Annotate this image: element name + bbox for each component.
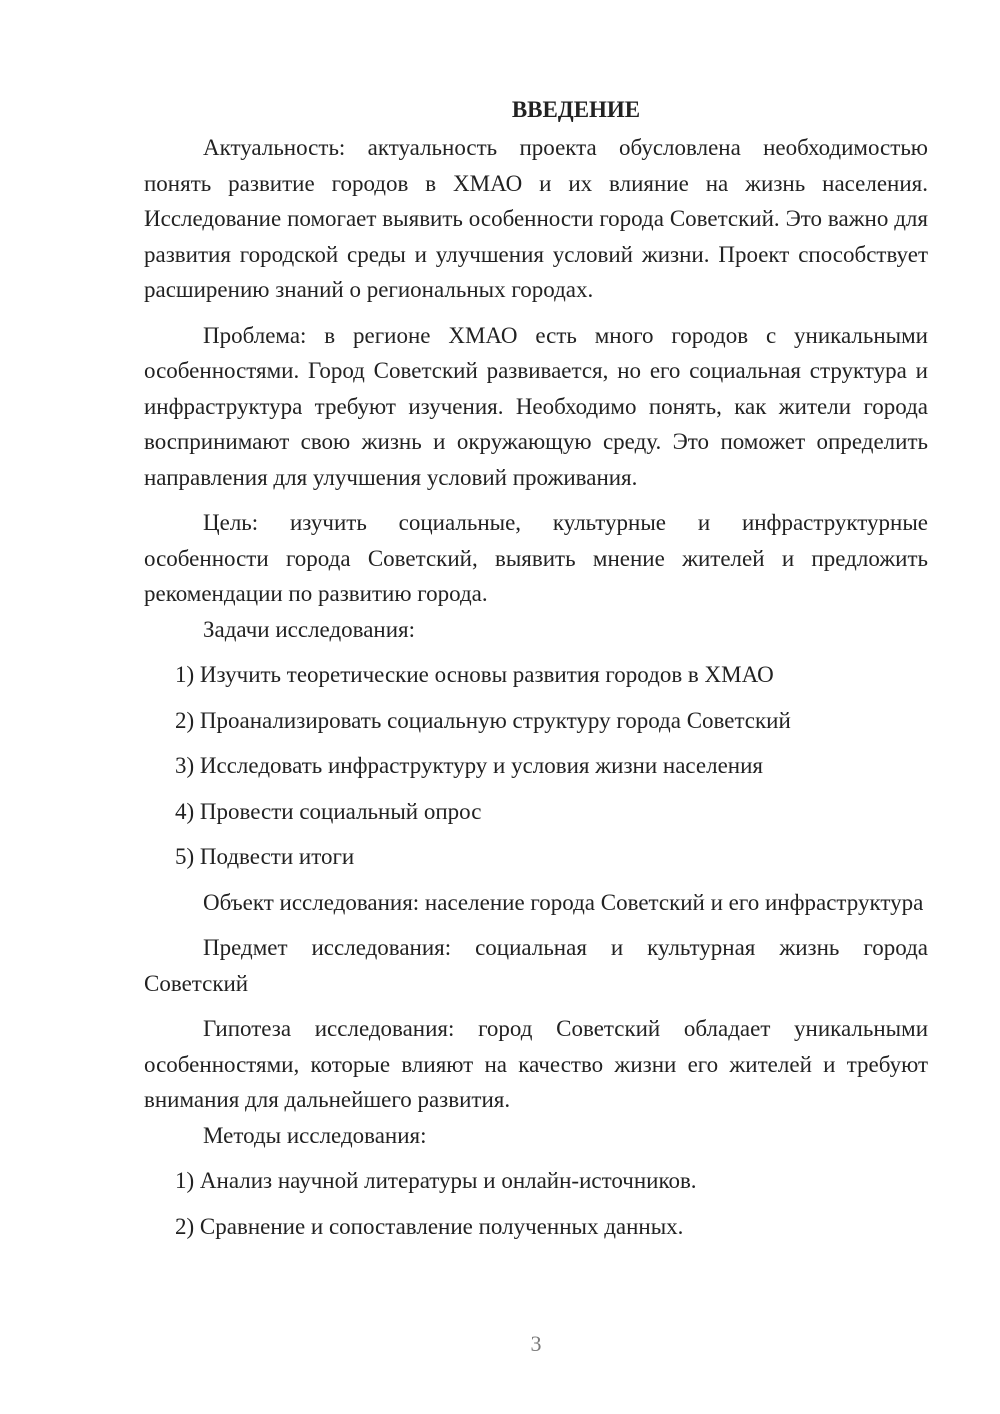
method-item: 1) Анализ научной литературы и онлайн-источников. — [175, 1168, 697, 1193]
task-item: 1) Изучить теоретические основы развития городов в ХМАО — [175, 662, 774, 687]
methods-heading: Методы исследования: — [203, 1122, 427, 1148]
task-item: 2) Проанализировать социальную структуру города Советский — [175, 707, 791, 733]
task-item: 4) Провести социальный опрос — [175, 798, 482, 824]
task-item: 3) Исследовать инфраструктуру и условия жизни населения — [175, 753, 764, 778]
problem-paragraph: Проблема: в регионе ХМАО есть много городов с уникальными особенностями. Город Советский развивается, но его социальная структура и инфраструктура требуют изучения. Необходимо понять, как жители города воспринимают свою жизнь и окружающую среду. Это поможет определить направления для улучшения условий проживания. — [144, 322, 928, 490]
tasks-heading: Задачи исследования: — [203, 616, 416, 642]
relevance-paragraph: Актуальность: актуальность проекта обусловлена необходимостью понять развитие городов в ХМАО и их влияние на жизнь населения. Исследование помогает выявить особенности города Советский. Это важно для развития городской среды и улучшения условий жизни. Проект способствует расширению знаний о региональных городах. — [144, 135, 928, 302]
section-title: ВВЕДЕНИЕ — [511, 97, 641, 122]
hypothesis-paragraph: Гипотеза исследования: город Советский обладает уникальными особенностями, которые влияют на качество жизни его жителей и требуют внимания для дальнейшего развития. — [144, 1016, 928, 1112]
page-number: 3 — [530, 1331, 542, 1356]
goal-paragraph: Цель: изучить социальные, культурные и инфраструктурные особенности города Советский, выявить мнение жителей и предложить рекомендации по развитию города. — [144, 510, 928, 606]
method-item: 2) Сравнение и сопоставление полученных данных. — [175, 1213, 684, 1239]
task-item: 5) Подвести итоги — [175, 844, 355, 869]
page-content — [144, 92, 928, 1244]
subject-paragraph: Предмет исследования: социальная и культурная жизнь города Советский — [144, 935, 928, 996]
object-paragraph: Объект исследования: население города Советский и его инфраструктура — [203, 889, 924, 915]
